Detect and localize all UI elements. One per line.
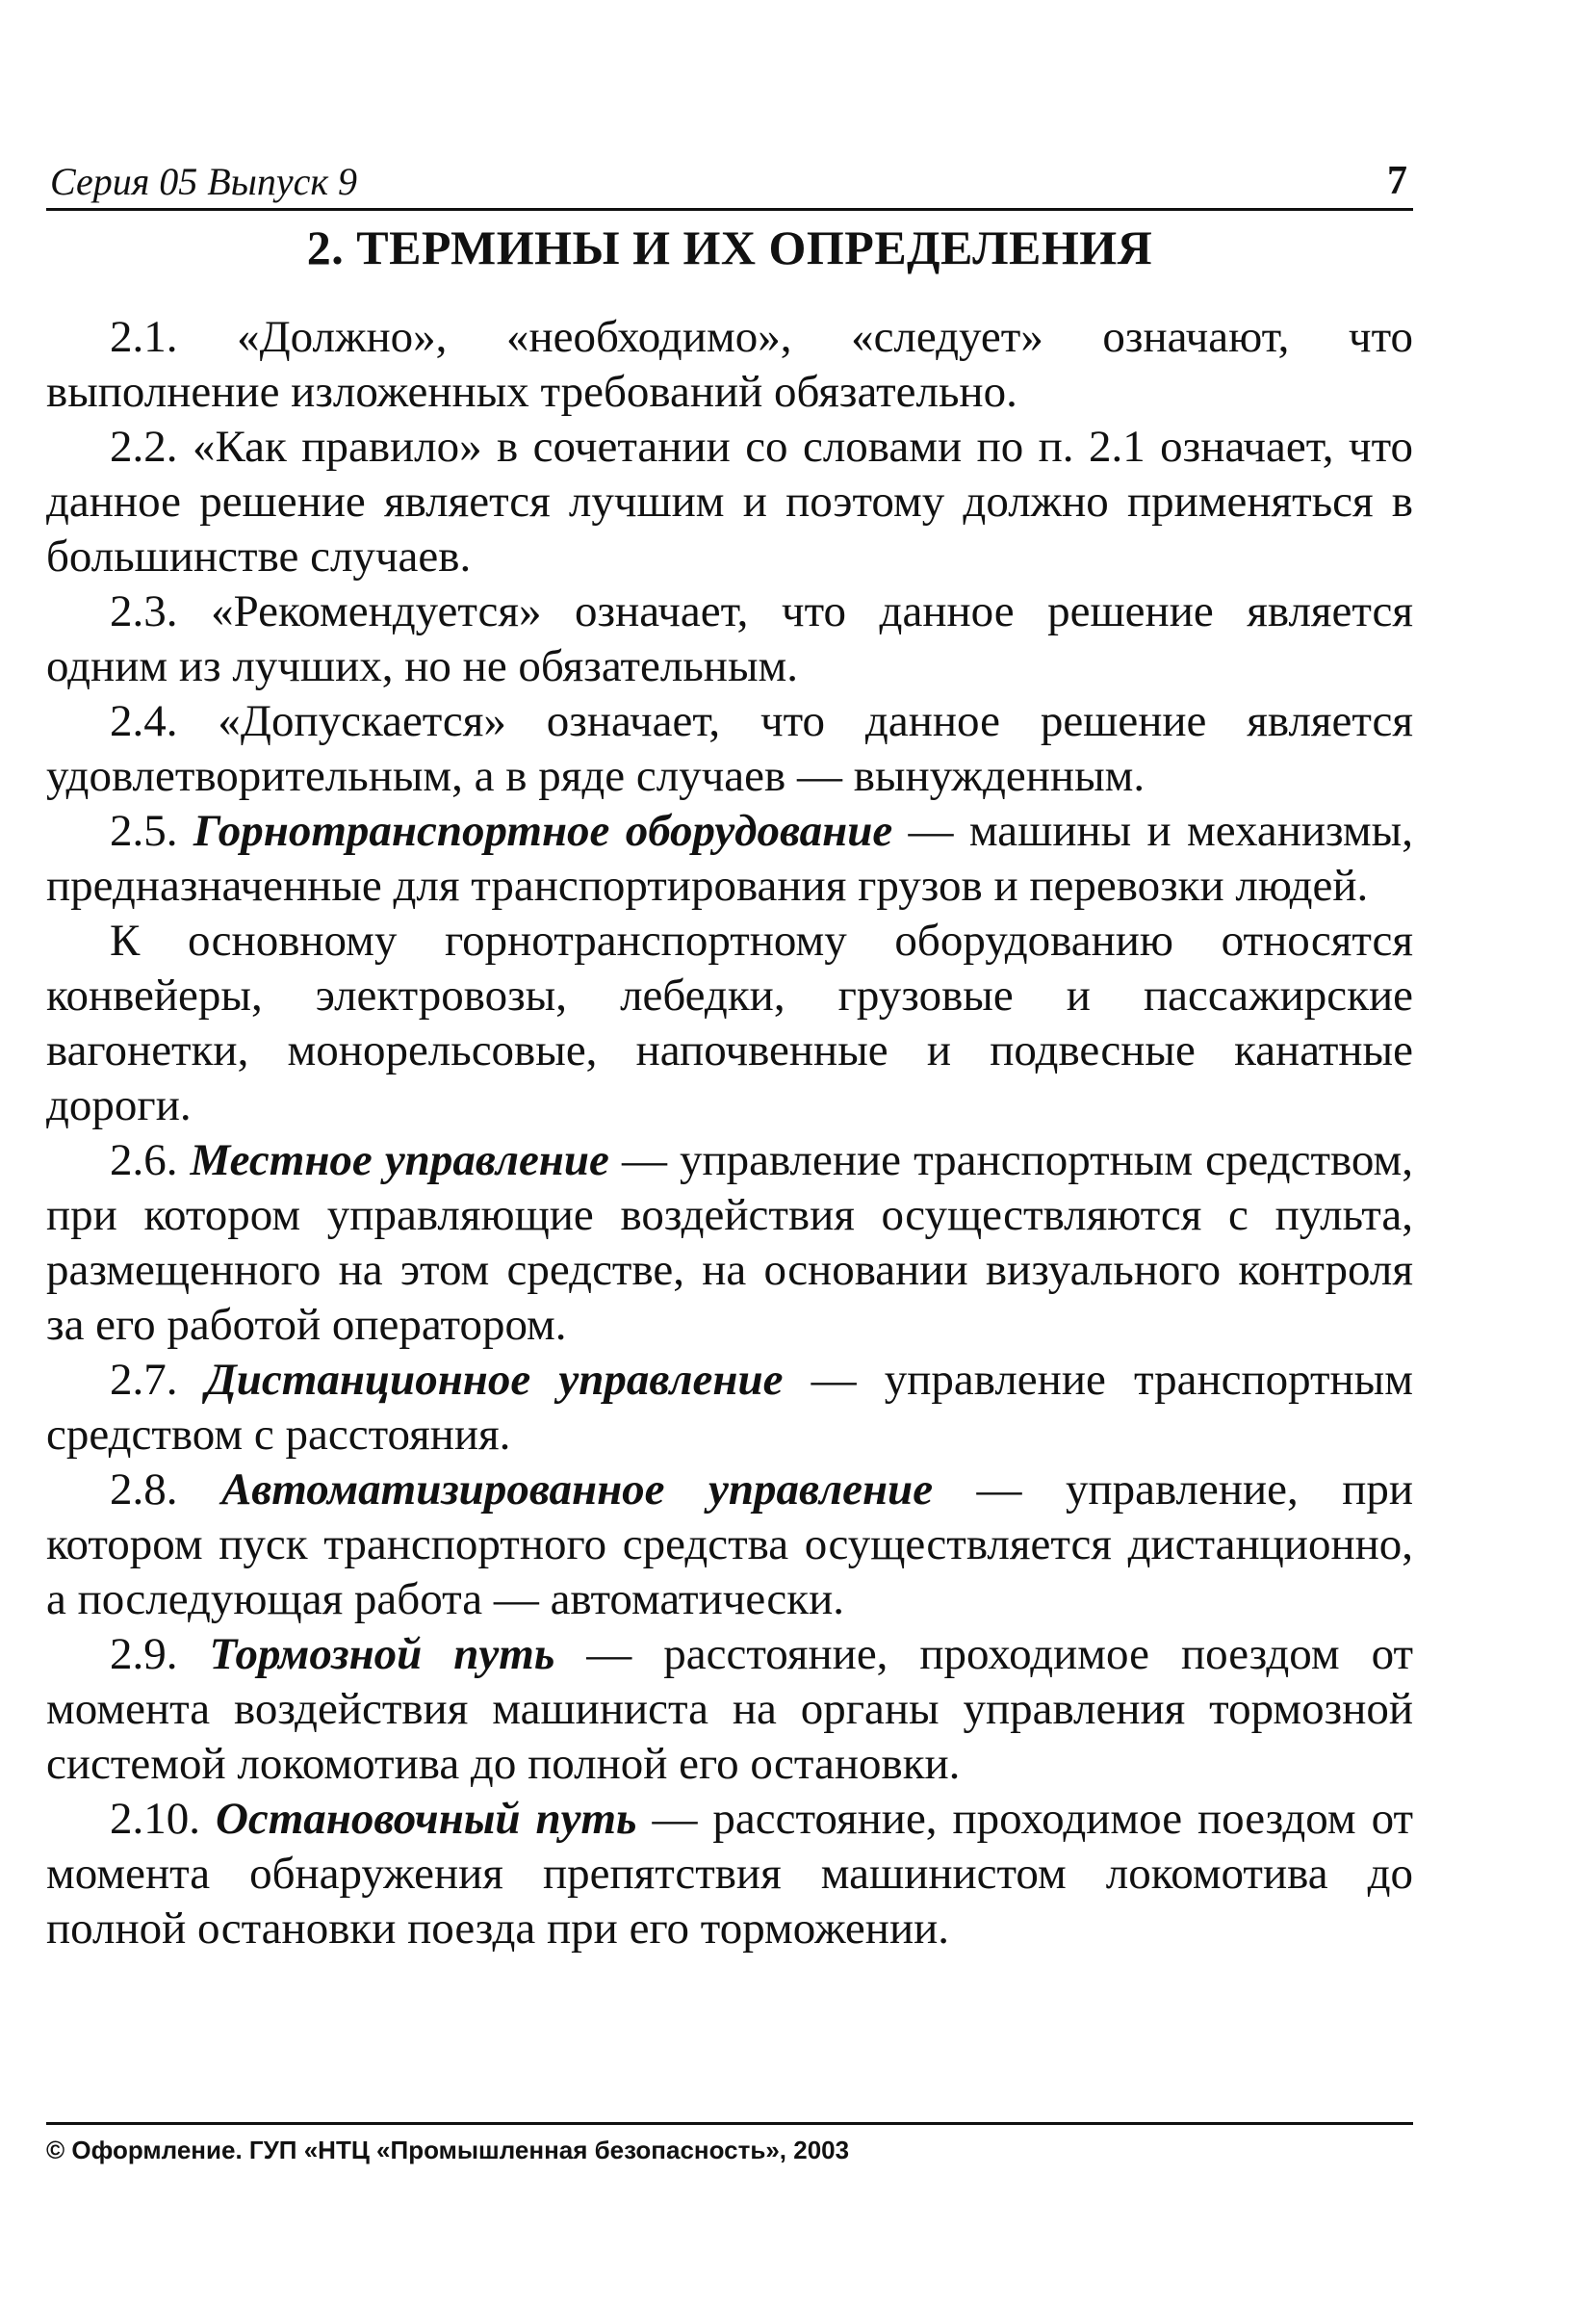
- paragraph-number: 2.5.: [110, 806, 193, 856]
- paragraph-2-6: [46, 1133, 1413, 1353]
- document-page: [46, 0, 1413, 2305]
- paragraph-2-5-list: К основному горнотранспортному оборудованию относятся конвейеры, электровозы, лебедки, грузовые и пассажирские вагонетки, монорельсовые, напочвенные и подвесные канатные дороги.: [46, 916, 1413, 1130]
- paragraph-2-7: [46, 1353, 1413, 1463]
- term-definition-title: Автоматизированное управление: [220, 1464, 934, 1515]
- paragraph-2-5: [46, 804, 1413, 914]
- paragraph-2-3: 2.3. «Рекомендуется» означает, что данное решение является одним из лучших, но не обязательным.: [46, 586, 1413, 691]
- definition-text: — управление транспортным средством, при котором управляющие воздействия осуществляются с пульта, размещенного на этом средстве, на основании визуального контроля за его работой оператором.: [46, 1135, 1414, 1350]
- paragraph-2-9: [46, 1627, 1413, 1792]
- term-definition-title: Остановочный путь: [215, 1794, 637, 1844]
- definition-text: — расстояние, проходимое поездом от момента обнаружения препятствия машинистом локомотива до полной остановки поезда при его торможении.: [46, 1794, 1414, 1954]
- definition-text: — управление, при котором пуск транспортного средства осуществляется дистанционно, а последующая работа — автоматически.: [46, 1464, 1414, 1624]
- paragraph-2-10: [46, 1792, 1413, 1956]
- paragraph-number: 2.10.: [110, 1794, 216, 1844]
- section-title: 2. ТЕРМИНЫ И ИХ ОПРЕДЕЛЕНИЯ: [306, 220, 1153, 274]
- series-label: Серия 05 Выпуск 9: [50, 160, 358, 203]
- paragraph-number: 2.6.: [110, 1135, 191, 1185]
- paragraph-number: 2.7.: [110, 1355, 206, 1405]
- paragraph-2-8: [46, 1463, 1413, 1627]
- term-definition-title: Местное управление: [190, 1135, 609, 1185]
- footer-divider: [46, 2122, 1413, 2125]
- paragraph-number: 2.8.: [110, 1464, 221, 1515]
- term-definition-title: Горнотранспортное оборудование: [193, 806, 893, 856]
- page-header: [46, 154, 1413, 211]
- definition-text: — машины и механизмы, предназначенные для транспортирования грузов и перевозки людей.: [46, 806, 1413, 911]
- footer-copyright: © Оформление. ГУП «НТЦ «Промышленная безопасность», 2003: [46, 2136, 850, 2164]
- terms-content: [46, 310, 1413, 1956]
- paragraph-2-4: 2.4. «Допускается» означает, что данное решение является удовлетворительным, а в ряде случаев — вынужденным.: [46, 696, 1413, 801]
- paragraph-2-1: 2.1. «Должно», «необходимо», «следует» означают, что выполнение изложенных требований обязательно.: [46, 312, 1413, 417]
- paragraph-number: 2.9.: [110, 1629, 210, 1679]
- term-definition-title: Тормозной путь: [209, 1629, 555, 1679]
- paragraph-2-2: 2.2. «Как правило» в сочетании со словами по п. 2.1 означает, что данное решение является лучшим и поэтому должно применяться в большинстве случаев.: [46, 422, 1413, 582]
- page-number: 7: [1387, 159, 1407, 203]
- definition-text: — расстояние, проходимое поездом от момента воздействия машиниста на органы управления тормозной системой локомотива до полной его остановки.: [46, 1629, 1414, 1789]
- definition-text: — управление транспортным средством с расстояния.: [46, 1355, 1414, 1460]
- term-definition-title: Дистанционное управление: [205, 1355, 784, 1405]
